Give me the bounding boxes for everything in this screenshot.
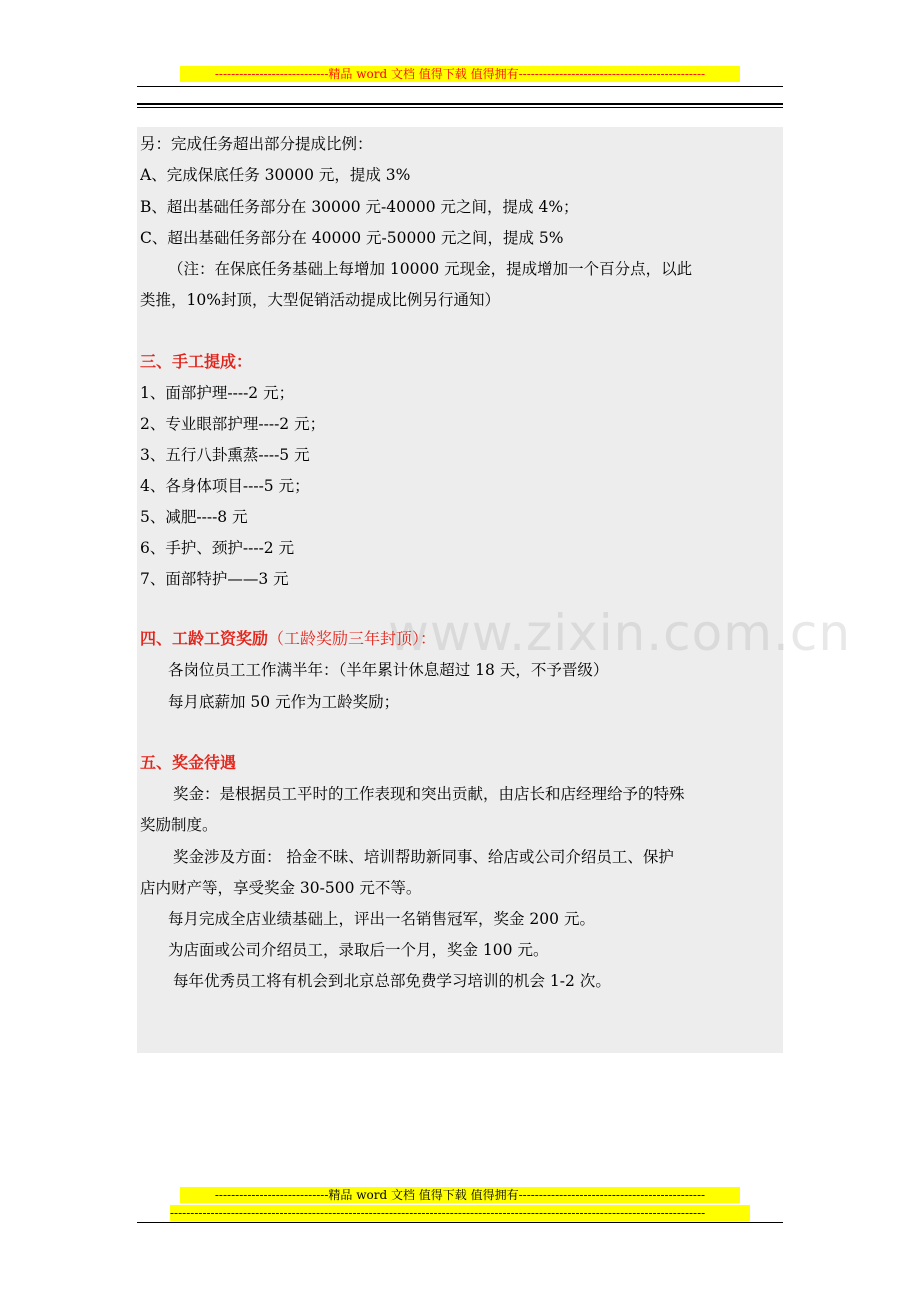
seniority-heading-sub: （工龄奖励三年封顶）：: [268, 629, 437, 648]
bonus-p5: 每年优秀员工将有机会到北京总部免费学习培训的机会 1-2 次。: [173, 972, 611, 990]
manual-item-2: 2、专业眼部护理----2 元；: [140, 415, 326, 433]
bonus-p2-line2: 店内财产等，享受奖金 30-500 元不等。: [140, 879, 422, 897]
header-banner: ----------------------------精品 word 文档 值得下载 值得拥有----------------------------------------------: [180, 66, 740, 82]
header-rule-thick: [137, 103, 783, 105]
bonus-p3: 每月完成全店业绩基础上，评出一名销售冠军，奖金 200 元。: [168, 910, 595, 928]
commission-note-line1: （注：在保底任务基础上每增加 10000 元现金，提成增加一个百分点，以此: [168, 260, 693, 278]
commission-item-a: A、完成保底任务 30000 元，提成 3%: [140, 166, 411, 184]
manual-item-4: 4、各身体项目----5 元；: [140, 477, 310, 495]
footer-banner: ----------------------------精品 word 文档 值得下载 值得拥有----------------------------------------------: [180, 1187, 740, 1203]
manual-heading: 三、手工提成：: [140, 352, 253, 371]
bonus-p1-line1: 奖金：是根据员工平时的工作表现和突出贡献，由店长和店经理给予的特殊: [173, 785, 685, 803]
seniority-line1: 各岗位员工工作满半年：（半年累计休息超过 18 天，不予晋级）: [168, 661, 609, 679]
manual-item-1: 1、面部护理----2 元；: [140, 384, 295, 402]
document-body: [137, 127, 783, 1053]
manual-item-6: 6、手护、颈护----2 元: [140, 539, 295, 557]
header-rule-top: [137, 86, 783, 87]
manual-item-3: 3、五行八卦熏蒸----5 元: [140, 446, 310, 464]
commission-note-line2: 类推，10%封顶，大型促销活动提成比例另行通知）: [140, 291, 500, 309]
manual-item-5: 5、减肥----8 元: [140, 508, 248, 526]
watermark: www.zixin.com.cn: [388, 604, 852, 662]
commission-item-c: C、超出基础任务部分在 40000 元-50000 元之间，提成 5%: [140, 229, 564, 247]
seniority-line2: 每月底薪加 50 元作为工龄奖励；: [168, 693, 400, 711]
commission-intro: 另：完成任务超出部分提成比例：: [140, 135, 373, 153]
bonus-p2-line1: 奖金涉及方面： 拾金不昧、培训帮助新同事、给店或公司介绍员工、保护: [173, 848, 674, 866]
footer-banner-dashes: ------------------------------------------------------------------------------------------------------------------------------------: [170, 1205, 750, 1221]
commission-item-b: B、超出基础任务部分在 30000 元-40000 元之间，提成 4%；: [140, 198, 579, 216]
bonus-p4: 为店面或公司介绍员工，录取后一个月，奖金 100 元。: [168, 941, 549, 959]
header-rule-bottom: [137, 107, 783, 108]
seniority-heading-main: 四、工龄工资奖励: [140, 629, 269, 648]
manual-item-7: 7、面部特护——3 元: [140, 570, 289, 588]
bonus-p1-line2: 奖励制度。: [140, 816, 218, 834]
bonus-heading: 五、奖金待遇: [140, 753, 237, 772]
footer-rule: [137, 1222, 783, 1223]
